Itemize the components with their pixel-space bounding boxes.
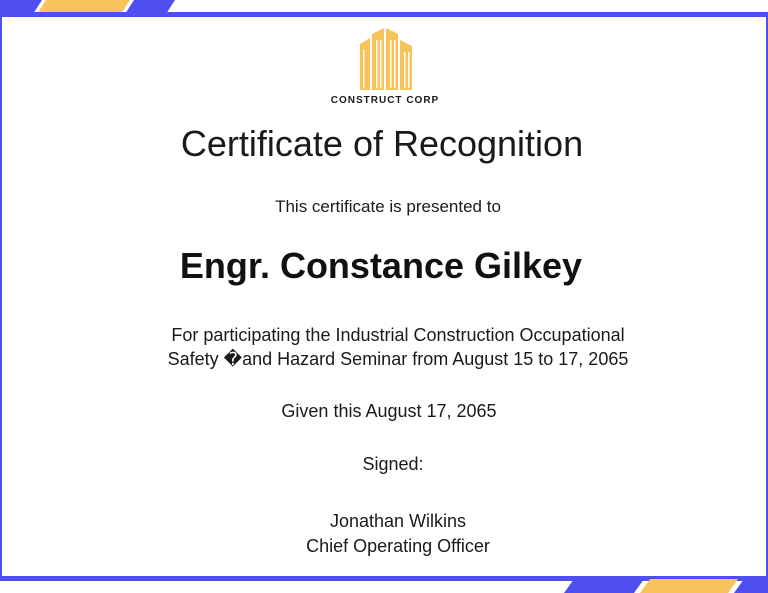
certificate-title: Certificate of Recognition: [180, 123, 584, 164]
buildings-icon: [356, 26, 416, 92]
signer-title: Chief Operating Officer: [306, 536, 490, 556]
presented-text: This certificate is presented to: [275, 197, 501, 216]
description-line: Safety �and Hazard Seminar from August 15 to 17, 2065: [167, 349, 629, 369]
bottom-corner-decoration: [560, 579, 768, 593]
frame-top-border: [0, 12, 768, 17]
signed-label: Signed:: [362, 454, 424, 474]
signer-block: [0, 509, 768, 559]
company-name: CONSTRUCT CORP: [330, 95, 440, 106]
certificate-description: [0, 323, 768, 371]
description-line: For participating the Industrial Construction Occupational: [171, 325, 625, 345]
recipient-name: Engr. Constance Gilkey: [179, 245, 583, 286]
given-date: Given this August 17, 2065: [281, 401, 497, 421]
signer-name: Jonathan Wilkins: [329, 511, 467, 531]
